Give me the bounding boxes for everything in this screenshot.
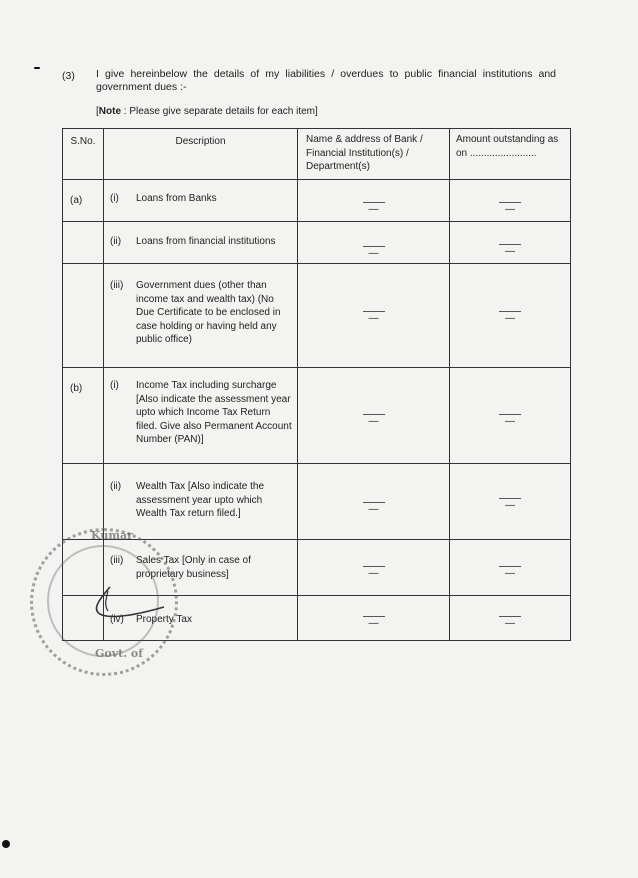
table-header-row [63, 129, 571, 180]
header-description: Description [104, 129, 298, 180]
row-bank-dash: — [363, 502, 385, 517]
row-amount-dash: — [499, 244, 521, 259]
row-text: Government dues (other than income tax and wealth tax) (No Due Certificate to be enclosed in case holding or having held any public office) [136, 280, 281, 345]
row-bank [298, 222, 450, 264]
row-description [104, 368, 298, 464]
row-bank [298, 180, 450, 222]
row-bank [298, 540, 450, 596]
signature-mark [88, 585, 168, 625]
row-roman: (i) [110, 193, 119, 204]
table-row [63, 222, 571, 264]
row-bank-dash: — [363, 202, 385, 217]
row-bank-dash: — [363, 414, 385, 429]
row-amount-dash: — [499, 566, 521, 581]
row-roman: (iii) [110, 555, 124, 566]
row-amount-dash: — [499, 311, 521, 326]
row-text: Income Tax including surcharge [Also indicate the assessment year upto which Income Tax Return filed. Give also Permanent Account Number (PAN)] [136, 380, 292, 445]
row-text: Loans from financial institutions [136, 236, 276, 247]
header-sno: S.No. [63, 129, 104, 180]
row-amount-dash: — [499, 498, 521, 513]
row-amount [450, 368, 571, 464]
row-text: Sales Tax [Only in case of proprietary business] [136, 555, 251, 580]
scan-speck [34, 67, 40, 69]
row-description [104, 264, 298, 368]
row-bank [298, 368, 450, 464]
row-sno: (a) [63, 180, 104, 222]
row-bank-dash: — [363, 566, 385, 581]
row-amount [450, 180, 571, 222]
row-text: Wealth Tax [Also indicate the assessment year upto which Wealth Tax return filed.] [136, 481, 265, 519]
table-row [63, 264, 571, 368]
scan-speck [2, 840, 10, 848]
stamp-text-bottom: Govt. of [95, 647, 143, 660]
row-sno: (b) [63, 368, 104, 464]
row-amount-dash: — [499, 414, 521, 429]
row-bank [298, 464, 450, 540]
row-text: Property Tax [136, 614, 192, 625]
row-description [104, 222, 298, 264]
row-bank-dash: — [363, 311, 385, 326]
section-number: (3) [62, 70, 75, 82]
note-label: Note [98, 106, 122, 117]
row-bank [298, 596, 450, 641]
row-text: Loans from Banks [136, 193, 217, 204]
table-row [63, 180, 571, 222]
row-amount [450, 222, 571, 264]
row-bank [298, 264, 450, 368]
header-amount: Amount outstanding as on ........................ [450, 129, 571, 180]
row-roman: (iii) [110, 280, 124, 291]
row-amount [450, 596, 571, 641]
note-text: : Please give separate details for each item] [123, 106, 318, 117]
row-amount [450, 264, 571, 368]
table-row [63, 464, 571, 540]
row-amount [450, 540, 571, 596]
row-description [104, 180, 298, 222]
row-bank-dash: — [363, 616, 385, 631]
row-roman: (ii) [110, 481, 122, 492]
row-amount-dash: — [499, 616, 521, 631]
row-roman: (ii) [110, 236, 122, 247]
row-roman: (iv) [110, 614, 124, 625]
row-bank-dash: — [363, 246, 385, 261]
row-amount [450, 464, 571, 540]
row-amount-dash: — [499, 202, 521, 217]
stamp-text-top: Kumar [91, 529, 133, 542]
note-line: [Note : Please give separate details for each item] [96, 106, 318, 117]
row-sno [63, 264, 104, 368]
row-sno [63, 222, 104, 264]
header-bank: Name & address of Bank / Financial Institution(s) / Department(s) [298, 129, 450, 180]
table-row [63, 368, 571, 464]
row-roman: (i) [110, 380, 119, 391]
section-text: I give hereinbelow the details of my liabilities / overdues to public financial institutions and government dues :- [96, 68, 556, 93]
